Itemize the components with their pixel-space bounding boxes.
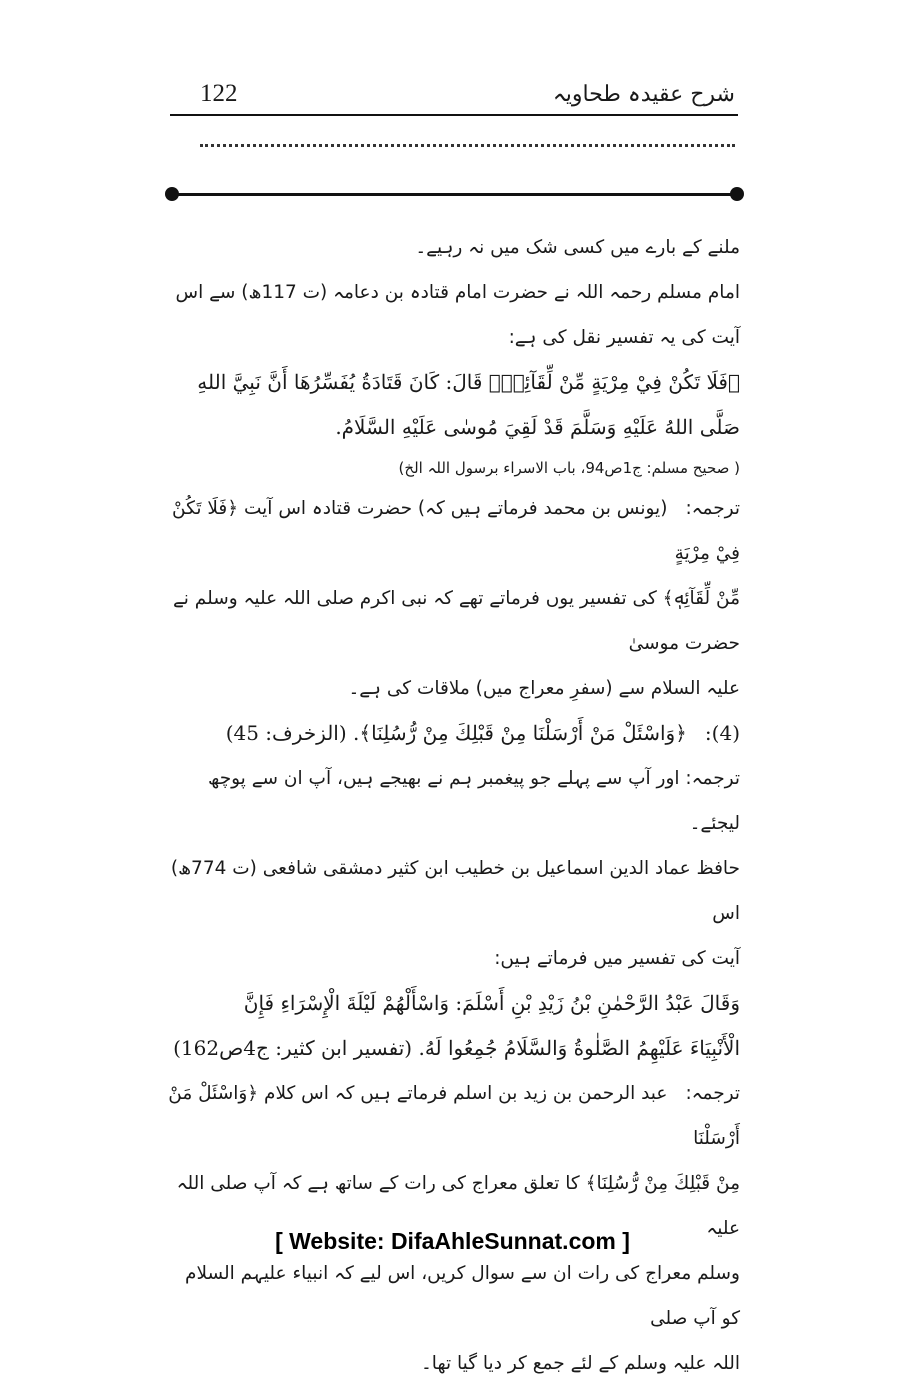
text-line: آیت کی یہ تفسیر نقل کی ہے:	[508, 327, 740, 348]
translation-text: (یونس بن محمد فرماتے ہیں کہ) حضرت قتادہ اس آیت ﴿فَلَا تَكُنْ فِيْ مِرْيَةٍ	[172, 498, 740, 564]
text-line: علیہ السلام سے (سفرِ معراج میں) ملاقات کی ہے۔	[348, 678, 740, 699]
text-line: ترجمہ: اور آپ سے پہلے جو پیغمبر ہم نے بھیجے ہیں، آپ ان سے پوچھ لیجئے۔	[208, 768, 740, 834]
text-line: اللہ علیہ وسلم کے لئے جمع کر دیا گیا تھا۔	[420, 1353, 740, 1374]
body-text	[165, 225, 740, 1386]
divider-bar	[172, 193, 737, 196]
website-banner: [ Website: DifaAhleSunnat.com ]	[275, 1228, 630, 1254]
divider-dot-right	[730, 187, 744, 201]
translation-label: ترجمہ:	[685, 498, 740, 519]
text-line: حافظ عماد الدین اسماعیل بن خطیب ابن کثیر دمشقی شافعی (ت 774ھ) اس	[170, 858, 740, 924]
dotted-separator	[200, 144, 735, 147]
text-line	[165, 711, 740, 756]
text-line: امام مسلم رحمہ اللہ نے حضرت امام قتادہ بن دعامہ (ت 117ھ) سے اس	[175, 282, 740, 303]
page-number: 122	[200, 80, 238, 107]
arabic-line: ﴿فَلَا تَكُنْ فِيْ مِرْيَةٍ مِّنْ لِّقَآئِهٖ﴾ قَالَ: كَانَ قَتَادَةُ يُفَسِّرُهَا أَنَّ نَبِيَّ اللهِ	[197, 370, 740, 394]
text-line	[165, 1071, 740, 1161]
arabic-line: صَلَّى اللهُ عَلَيْهِ وَسَلَّمَ قَدْ لَقِيَ مُوسٰى عَلَيْهِ السَّلَامُ.	[335, 415, 740, 439]
text-line	[165, 486, 740, 576]
translation-text: عبد الرحمن بن زید بن اسلم فرماتے ہیں کہ اس کلام ﴿وَاسْئَلْ مَنْ أَرْسَلْنَا	[168, 1083, 740, 1149]
text-line: وسلم معراج کی رات ان سے سوال کریں، اس لیے کہ انبیاء علیہم السلام کو آپ صلی	[185, 1263, 740, 1329]
arabic-line: الْأَنْبِيَاءَ عَلَيْهِمُ الصَّلٰوةُ وَالسَّلَامُ جُمِعُوا لَهُ. (تفسیر ابن کثیر: ج4ص162)	[173, 1036, 740, 1060]
text-line: آیت کی تفسیر میں فرماتے ہیں:	[494, 948, 740, 969]
text-line: مِنْ قَبْلِكَ مِنْ رُّسُلِنَا﴾ کا تعلق معراج کی رات کے ساتھ ہے کہ آپ صلی اللہ علیہ	[176, 1173, 740, 1239]
text-line: ملنے کے بارے میں کسی شک میں نہ رہیے۔	[415, 237, 740, 258]
reference-line: ( صحیح مسلم: ج1ص94، باب الاسراء برسول اللہ الخ)	[398, 459, 740, 477]
book-title: شرح عقیدہ طحاویہ	[552, 82, 735, 107]
verse-text: ﴿وَاسْئَلْ مَنْ أَرْسَلْنَا مِنْ قَبْلِكَ مِنْ رُّسُلِنَا﴾. (الزخرف: 45)	[225, 721, 687, 745]
arabic-line: وَقَالَ عَبْدُ الرَّحْمٰنِ بْنُ زَيْدِ بْنِ أَسْلَمَ: وَاسْأَلْهُمْ لَيْلَةَ الْإِسْرَاءِ فَإِنَّ	[243, 991, 740, 1015]
text-line: مِّنْ لِّقَآئِهٖ﴾ کی تفسیر یوں فرماتے تھے کہ نبی اکرم صلی اللہ علیہ وسلم نے حضرت موسیٰ	[172, 588, 740, 654]
item-number-label: (4):	[704, 721, 740, 745]
translation-label: ترجمہ:	[685, 1083, 740, 1104]
header-rule	[170, 114, 738, 116]
